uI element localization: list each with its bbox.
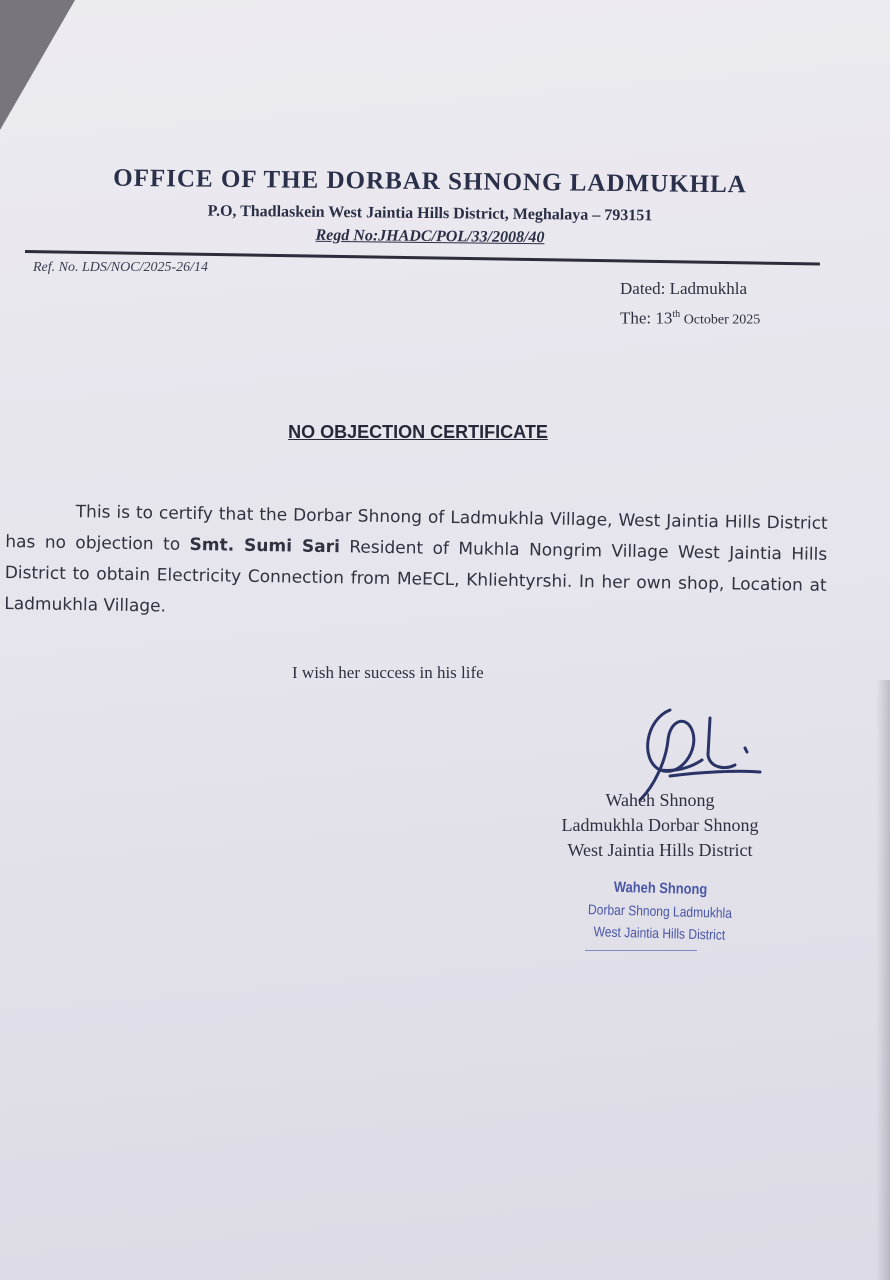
letterhead-title: OFFICE OF THE DORBAR SHNONG LADMUKHLA (113, 164, 747, 199)
background-corner (0, 0, 75, 130)
date-sup: th (672, 309, 681, 320)
signatory-district: West Jaintia Hills District (567, 840, 753, 860)
signatory-org: Ladmukhla Dorbar Shnong (561, 815, 759, 835)
applicant-name: Smt. Sumi Sari (189, 534, 341, 558)
body-part-1: This is to certify that the Dorbar Shnong of Ladmukhla Village, West Jaintia Hills District has no objection to (5, 502, 828, 555)
stamp-line-2: Dorbar Shnong Ladmukhla (587, 901, 733, 921)
body-part-2: Resident of Mukhla Nongrim Village West Jaintia Hills District to obtain Electricity Connection from MeECL, Khliehtyrshi. In her own shop, Location at Ladmukhla Village. (4, 537, 828, 617)
letterhead-address: P.O, Thadlaskein West Jaintia Hills District, Meghalaya – 793151 (207, 202, 653, 225)
stamp-underline (585, 950, 697, 951)
stamp-line-1: Waheh Shnong (613, 878, 708, 899)
signatory-block (530, 788, 790, 863)
certificate-title: NO OBJECTION CERTIFICATE (288, 422, 548, 442)
date-block (620, 276, 820, 334)
certificate-body (4, 496, 828, 633)
date-prefix: The: 13 (620, 308, 673, 328)
stamp-line-3: West Jaintia Hills District (593, 923, 726, 943)
reference-number: Ref. No. LDS/NOC/2025-26/14 (33, 260, 209, 275)
date-suffix: October 2025 (680, 312, 761, 328)
letterhead-regd: Regd No:JHADC/POL/33/2008/40 (315, 226, 545, 247)
official-stamp (582, 876, 738, 946)
page-edge-shadow (876, 680, 890, 1280)
closing-wish: I wish her success in his life (292, 663, 484, 682)
dated-date (620, 302, 820, 334)
signatory-name: Waheh Shnong (605, 790, 715, 810)
dated-place: Dated: Ladmukhla (620, 279, 747, 298)
